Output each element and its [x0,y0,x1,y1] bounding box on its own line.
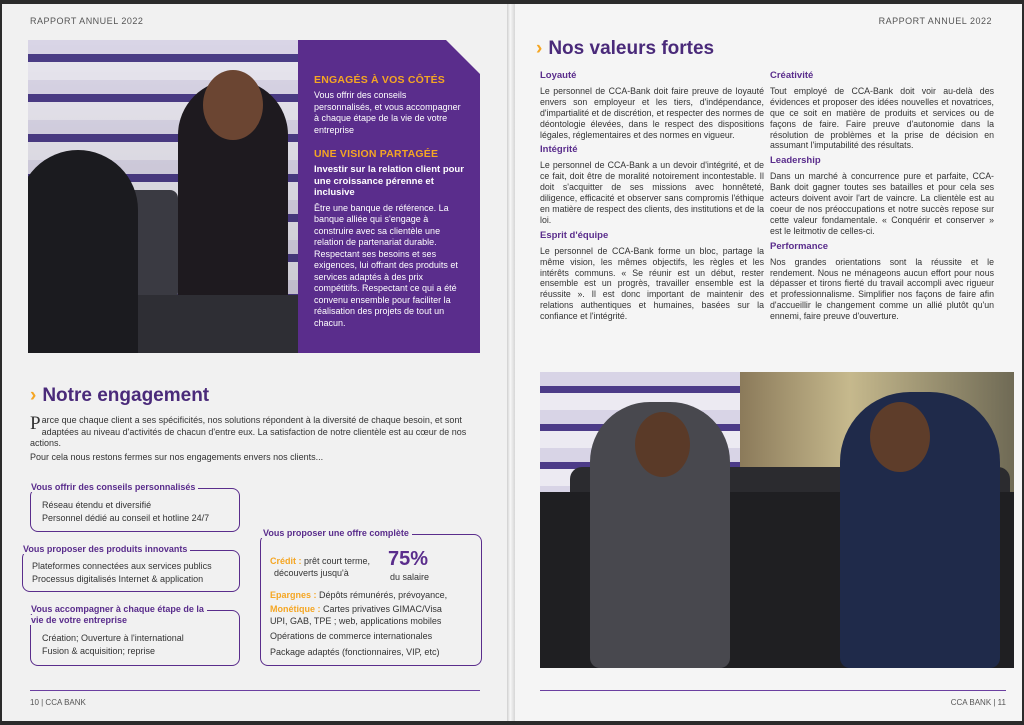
values-column-right [770,66,994,324]
panel-corner [446,40,480,74]
page-gutter [507,4,515,721]
engagement-intro-2: Pour cela nous restons fermes sur nos engagements envers nos clients... [30,452,324,462]
offre-monetique [270,604,442,614]
chevron-right-icon: › [536,38,543,59]
photo-face-left [635,412,690,477]
box-offre-label: Vous proposer une offre complète [260,528,412,538]
purple-info-panel [298,40,480,353]
values-column-left [540,66,764,324]
box-conseils-item-2: Personnel dédié au conseil et hotline 24/7 [42,513,210,523]
engagement-intro [30,415,480,450]
two-women-sofa-photo [540,372,1014,668]
value-esprit-title: Esprit d'équipe [540,229,609,241]
value-creativite-text: Tout employé de CCA-Bank doit voir au-delà des évidences et proposer des idées nouvelles et novatrices, que ce soit en matière de produits et services ou de façons de faire. Faire preuve d'autonomie dans la résolution de problèmes et la prise de décision en assumant l'imputabilité des résultats. [770,85,994,151]
running-head-right: RAPPORT ANNUEL 2022 [878,16,992,26]
value-integrite-title: Intégrité [540,144,578,156]
running-head-left: RAPPORT ANNUEL 2022 [30,16,144,26]
box-accompagner-label-1: Vous accompagner à chaque étape de la [28,604,207,614]
footer-left: 10 | CCA BANK [30,698,86,707]
offre-epargne [270,590,447,600]
offre-epargne-text: Dépôts rémunérés, prévoyance, [319,590,448,600]
box-produits-item-2: Processus digitalisés Internet & application [32,574,204,584]
box-accompagner-label-2: vie de votre entreprise [28,615,130,625]
offre-monetique-text-2: UPI, GAB, TPE ; web, applications mobiles [270,616,442,626]
offre-monetique-text-1: Cartes privatives GIMAC/Visa [323,604,442,614]
chevron-right-icon: › [30,385,37,406]
offre-epargne-label: Epargnes : [270,590,317,600]
value-integrite-text: Le personnel de CCA-Bank a un devoir d'intégrité, et de ce fait, doit être de moralité notoirement incontestable. Il doit s'acquitter de ses missions avec honnêteté, diligence, efficacité et observer sans compromis l'éthique en matière de respect des clients, des institutions et de la loi. [540,160,764,225]
value-leadership-text: Dans un marché à concurrence pure et parfaite, CCA-Bank doit gagner toutes ses batailles et pour cela ses acteurs doivent avoir l'art de vaincre. La clientèle est au coeur de nos préoccupations et notre succès repose sur cette valeur fondamentale. « Conquérir et conserver » est le leitmotiv de celles-ci. [770,171,994,236]
engagement-intro-text: arce que chaque client a ses spécificités, nos solutions répondent à la diversité de chaque besoin, et sont adaptées au niveau d'activités de chacun d'entre eux. La satisfaction de notre clientèle est au cœur de nos actions. [30,415,467,448]
photo-face [203,70,263,140]
offre-credit-label: Crédit : [270,556,302,566]
value-creativite-title: Créativité [770,70,814,81]
drop-cap: P [30,413,41,434]
value-loyaute-title: Loyauté [540,70,577,81]
offre-credit-value-sub: du salaire [390,572,430,582]
value-leadership-title: Leadership [770,155,821,167]
box-conseils [30,488,240,532]
panel-text-vision: Être une banque de référence. La banque alliée qui s'engage à construire avec sa clientèle une relation de partenariat durable. Respectant ses besoins et ses exigences, lui offrant des produits et services adaptés à des prix compétitifs. Respectant ce qui a été convenu ensemble pour faciliter la réalisation des projets de tout un chacun. [314,202,458,328]
footer-rule-left [30,690,480,691]
offre-monetique-label: Monétique : [270,604,321,614]
offre-package: Package adaptés (fonctionnaires, VIP, etc) [270,647,440,657]
panel-heading-vision: UNE VISION PARTAGÉE [314,148,439,160]
engagement-title-text: Notre engagement [42,385,210,406]
offre-credit-text-2: découverts jusqu'à [274,568,349,578]
offre-commerce: Opérations de commerce internationales [270,631,433,641]
offre-credit-value: 75% [388,548,429,570]
value-esprit-text: Le personnel de CCA-Bank forme un bloc, partage la même vision, les mêmes objectifs, les règles et les intérêts communs. « Se réunir est un début, rester ensemble est un progrès, travailler ensemble est la réussite ». Il est donc important de maintenir des relations authentiques et humaines, basées sur la confiance et l'intégrité. [540,245,764,322]
box-produits-label: Vous proposer des produits innovants [20,544,190,554]
photo-client-back [28,150,138,353]
box-accompagner-item-1: Création; Ouverture à l'international [42,633,184,643]
offre-credit [270,556,370,566]
values-title-text: Nos valeurs fortes [548,38,715,59]
box-produits-item-1: Plateformes connectées aux services publics [32,561,212,571]
box-conseils-label: Vous offrir des conseils personnalisés [28,482,198,492]
office-meeting-photo [28,40,298,353]
box-accompagner-item-2: Fusion & acquisition; reprise [42,646,156,656]
panel-subheading-vision: Investir sur la relation client pour une croissance pérenne et inclusive [314,164,464,198]
box-produits [22,550,240,592]
offre-credit-text-1: prêt court terme, [304,556,371,566]
panel-text-engages: Vous offrir des conseils personnalisés, et vous accompagner à chaque étape de la vie de votre entreprise [314,90,461,135]
engagement-title [30,385,209,407]
box-conseils-item-1: Réseau étendu et diversifié [42,500,152,510]
photo-desk [118,295,298,353]
values-title [536,38,714,60]
left-page [2,4,507,721]
panel-heading-engages: ENGAGÉS À VOS CÔTÉS [314,74,445,86]
value-performance-title: Performance [770,240,829,252]
footer-right: CCA BANK | 11 [950,698,1006,707]
photo-face-right [870,402,930,472]
value-loyaute-text: Le personnel de CCA-Bank doit faire preuve de loyauté envers son employeur et les tiers, d'indépendance, d'impartialité et de discrétion, et respecter des normes de déontologie élevées, dans le respect des dispositions légales, réglementaires et des normes en vigueur. [540,85,764,140]
value-performance-text: Nos grandes orientations sont la réussite et le rendement. Nous ne ménageons aucun effort pour nous dépasser et tirons fierté du travail accompli avec rigueur et professionnalisme. Simplifier nos façons de faire afin d'accueillir le changement comme un allié plutôt qu'un ennemi, faire preuve d'ouverture. [770,256,994,322]
footer-rule-right [540,690,1006,691]
